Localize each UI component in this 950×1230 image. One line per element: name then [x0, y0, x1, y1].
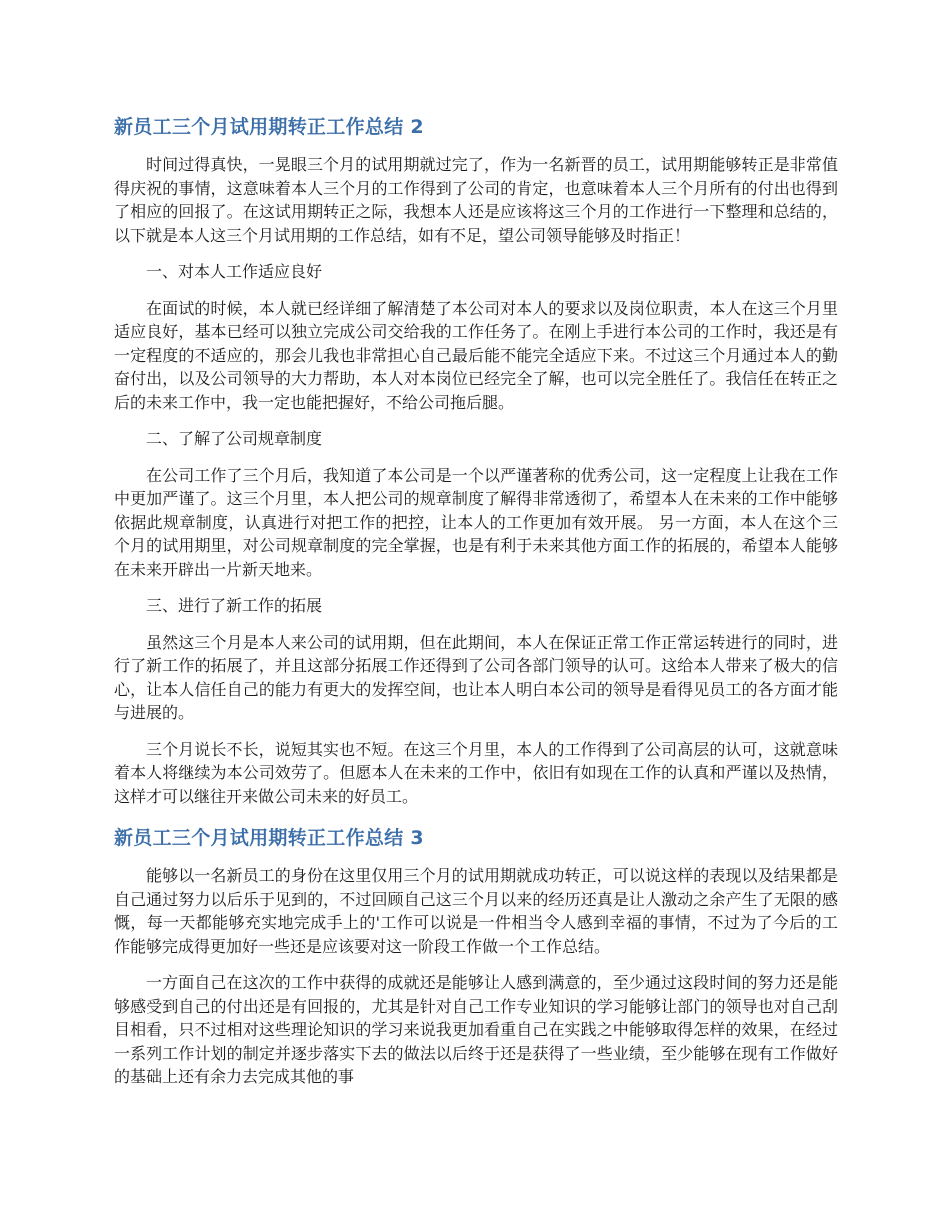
paragraph: 在面试的时候，本人就已经详细了解清楚了本公司对本人的要求以及岗位职责，本人在这三个月里适应良好，基本已经可以独立完成公司交给我的工作任务了。在刚上手进行本公司的工作时，我还是有一定程度的不适应的，那会儿我也非常担心自己最后能不能完全适应下来。不过这三个月通过本人的勤奋付出，以及公司领导的大力帮助，本人对本岗位已经完全了解，也可以完全胜任了。我信任在转正之后的未来工作中，我一定也能把握好，不给公司拖后腿。 [114, 298, 838, 412]
section-heading: 新员工三个月试用期转正工作总结 3 [114, 827, 424, 849]
document-page [114, 110, 838, 1102]
paragraph: 三个月说长不长，说短其实也不短。在这三个月里，本人的工作得到了公司高层的认可，这就意味着本人将继续为本公司效劳了。但愿本人在未来的工作中，依旧有如现在工作的认真和严谨以及热情，这样才可以继往开来做公司未来的好员工。 [114, 739, 838, 806]
subheading: 二、了解了公司规章制度 [146, 429, 323, 448]
paragraph: 在公司工作了三个月后，我知道了本公司是一个以严谨著称的优秀公司，这一定程度上让我在工作中更加严谨了。这三个月里，本人把公司的规章制度了解得非常透彻了，希望本人在未来的工作中能够依据此规章制度，认真进行对把工作的把控，让本人的工作更加有效开展。 另一方面，本人在这个三个月的试用期里，对公司规章制度的完全掌握，也是有利于未来其他方面工作的拓展的，希望本人能够在未来开辟出一片新天地来。 [114, 465, 838, 579]
paragraph: 时间过得真快，一晃眼三个月的试用期就过完了，作为一名新晋的员工，试用期能够转正是非常值得庆祝的事情，这意味着本人三个月的工作得到了公司的肯定，也意味着本人三个月所有的付出也得到了相应的回报了。在这试用期转正之际，我想本人还是应该将这三个月的工作进行一下整理和总结的，以下就是本人这三个月试用期的工作总结，如有不足，望公司领导能够及时指正！ [114, 155, 838, 245]
subheading: 一、对本人工作适应良好 [146, 262, 323, 281]
paragraph: 能够以一名新员工的身份在这里仅用三个月的试用期就成功转正，可以说这样的表现以及结果都是自己通过努力以后乐于见到的，不过回顾自己这三个月以来的经历还真是让人激动之余产生了无限的感慨，每一天都能够充实地完成手上的'工作可以说是一件相当令人感到幸福的事情，不过为了今后的工作能够完成得更加好一些还是应该要对这一阶段工作做一个工作总结。 [114, 866, 838, 956]
paragraph: 虽然这三个月是本人来公司的试用期，但在此期间，本人在保证正常工作正常运转进行的同时，进行了新工作的拓展了，并且这部分拓展工作还得到了公司各部门领导的认可。这给本人带来了极大的信心，让本人信任自己的能力有更大的发挥空间，也让本人明白本公司的领导是看得见员工的各方面才能与进展的。 [114, 632, 838, 722]
subheading: 三、进行了新工作的拓展 [146, 596, 323, 615]
section-2 [114, 110, 838, 808]
section-3 [114, 821, 838, 1089]
section-heading: 新员工三个月试用期转正工作总结 2 [114, 116, 424, 138]
paragraph: 一方面自己在这次的工作中获得的成就还是能够让人感到满意的，至少通过这段时间的努力还是能够感受到自己的付出还是有回报的，尤其是针对自己工作专业知识的学习能够让部门的领导也对自己刮目相看，只不过相对这些理论知识的学习来说我更加看重自己在实践之中能够取得怎样的效果，在经过一系列工作计划的制定并逐步落实下去的做法以后终于还是获得了一些业绩，至少能够在现有工作做好的基础上还有余力去完成其他的事 [114, 973, 838, 1086]
